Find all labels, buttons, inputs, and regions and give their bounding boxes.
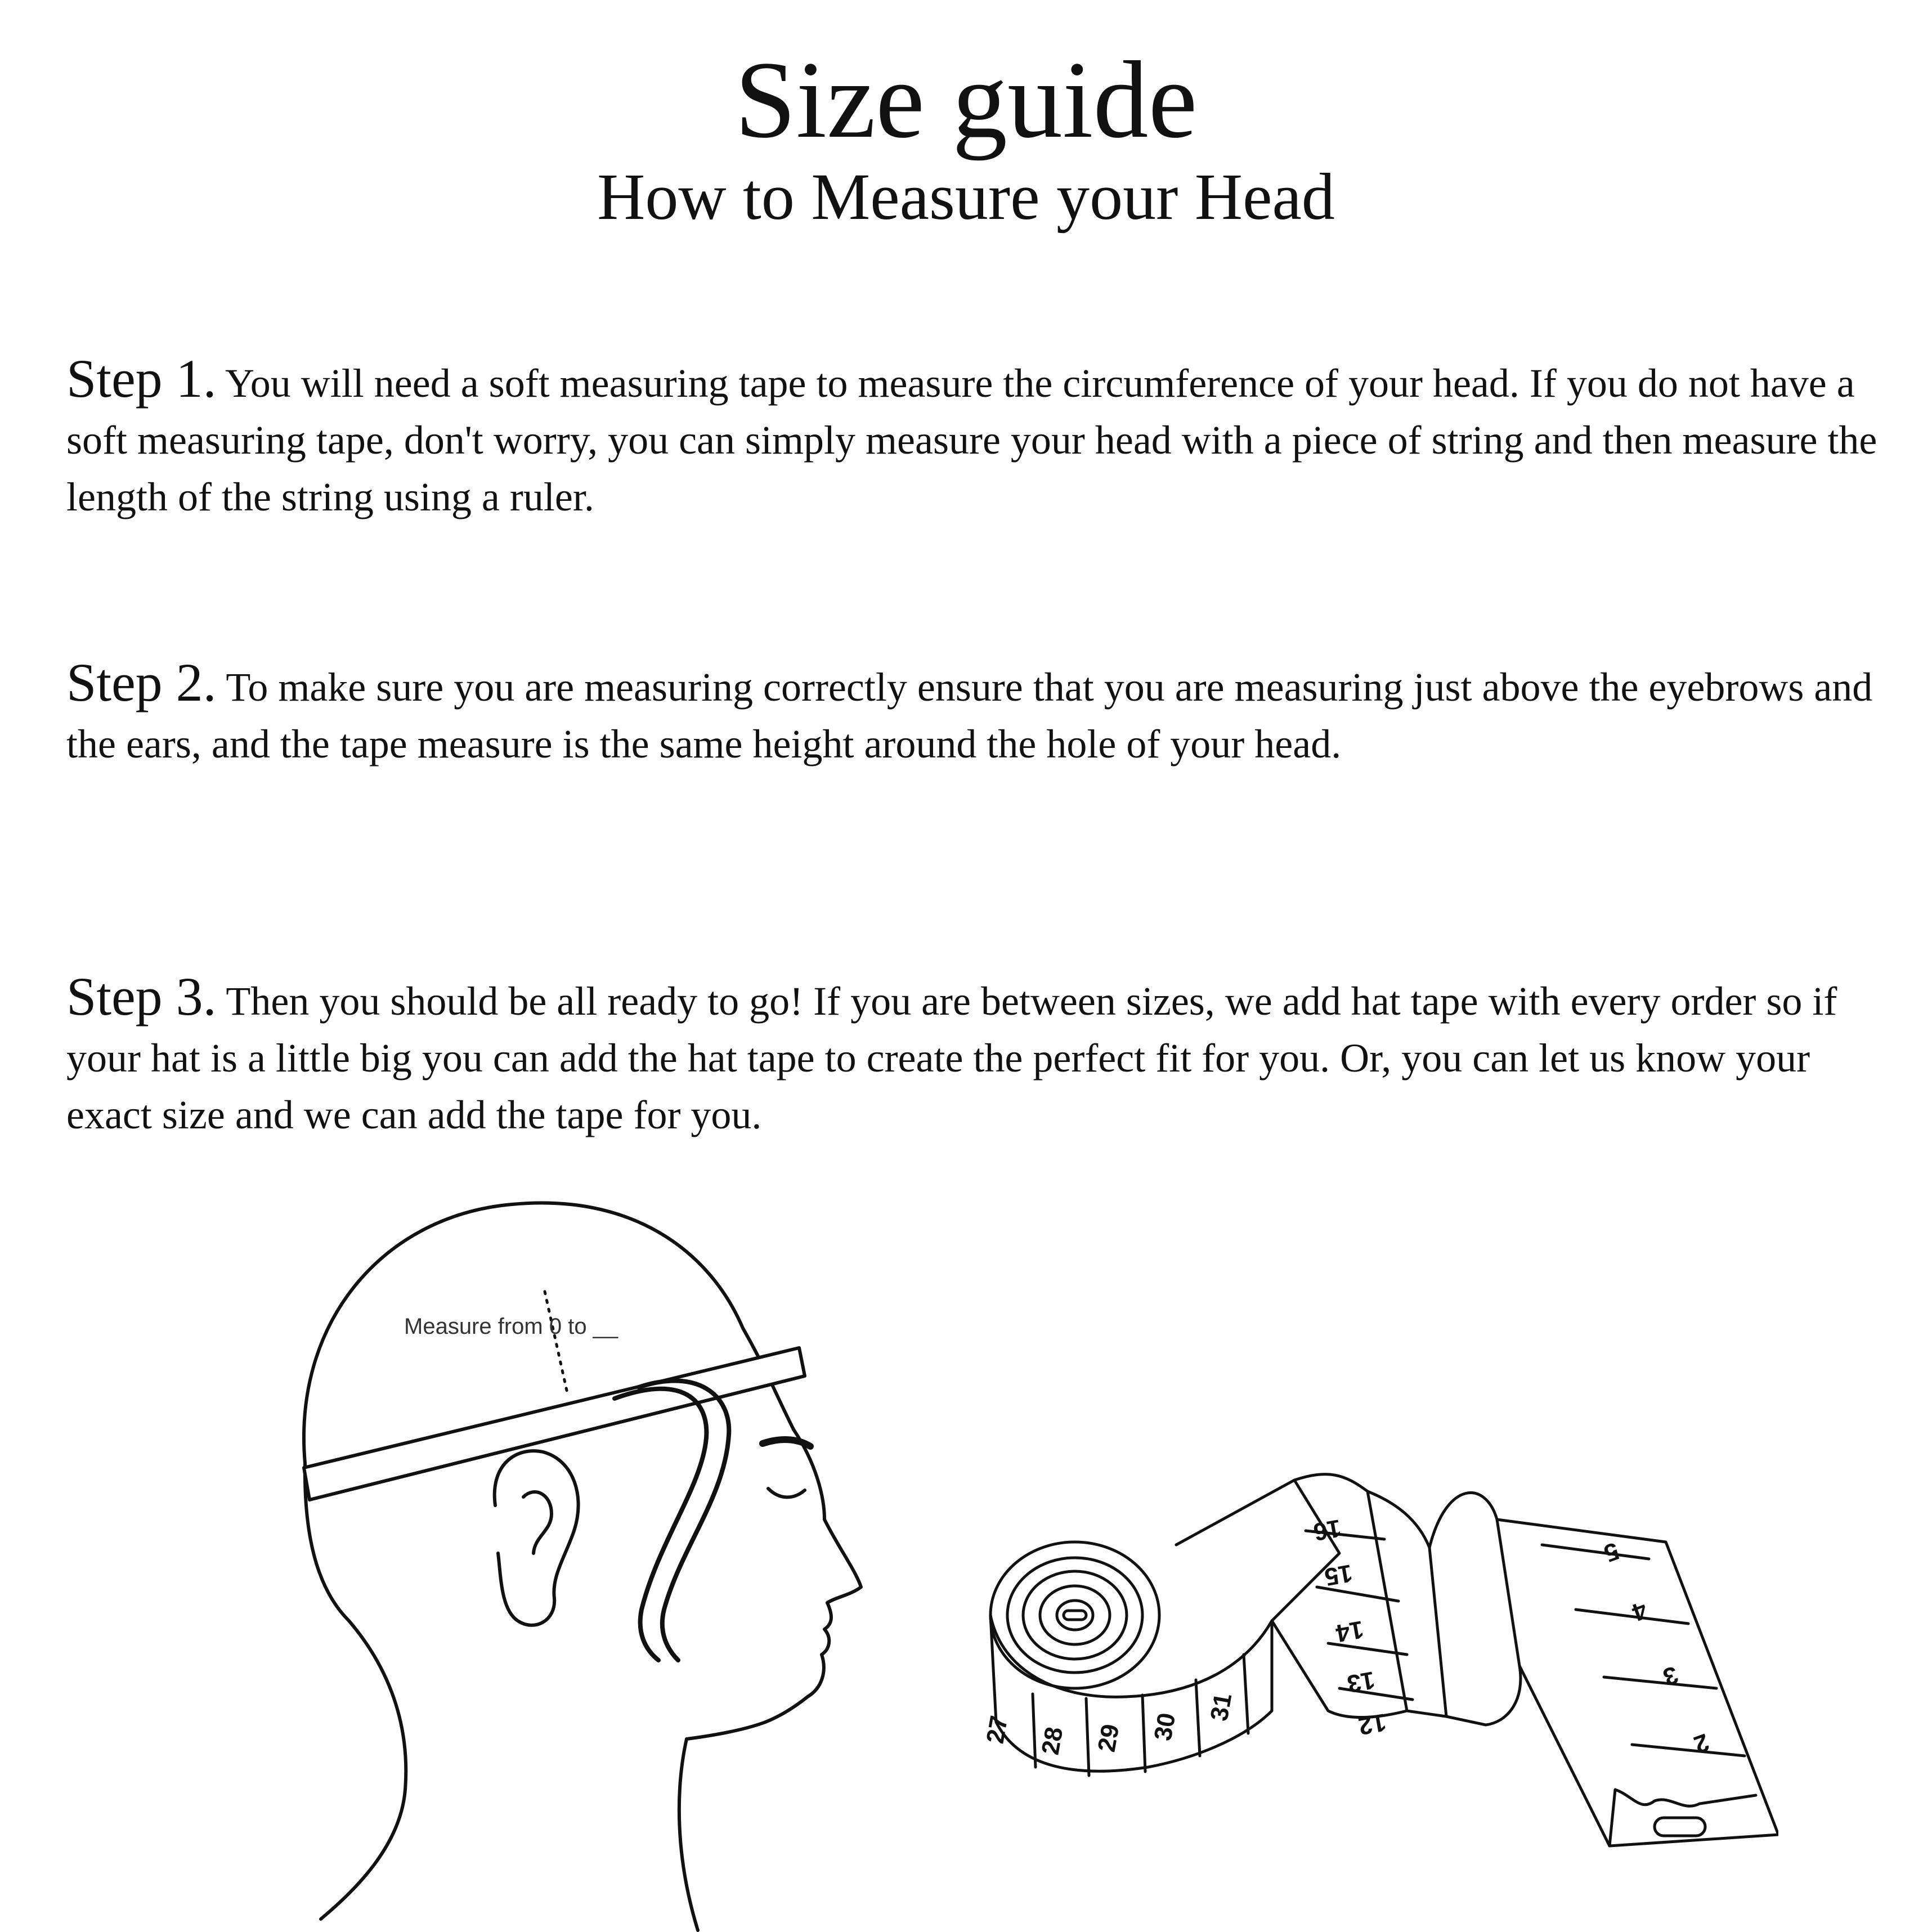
tape-number: 29 (1092, 1722, 1125, 1754)
tape-number: 27 (981, 1714, 1014, 1746)
head-measurement-illustration (270, 1182, 934, 1932)
tape-number: 31 (1205, 1691, 1238, 1723)
tape-number: 15 (1323, 1559, 1355, 1591)
step-1 (66, 350, 1884, 526)
step-2 (66, 654, 1884, 773)
measuring-tape-illustration (979, 1407, 1778, 1868)
step-1-label: Step 1. (66, 348, 217, 409)
page-subtitle: How to Measure your Head (597, 160, 1335, 234)
tape-number: 4 (1628, 1595, 1651, 1627)
tape-number: 30 (1149, 1711, 1181, 1743)
tape-number: 14 (1334, 1615, 1366, 1647)
tape-number: 13 (1345, 1666, 1377, 1698)
step-2-text: To make sure you are measuring correctly ensure that you are measuring just above the eyebrows and the ears, and the tape measure is the same height around the hole of your head. (66, 665, 1873, 766)
tape-number: 5 (1600, 1536, 1623, 1568)
step-3-text: Then you should be all ready to go! If you are between sizes, we add hat tape with every order so if your hat is a little big you can add the hat tape to create the perfect fit for you. Or, you can let us know your exact size and we can add the tape for you. (66, 979, 1837, 1137)
tape-number: 12 (1356, 1708, 1388, 1740)
step-1-text: You will need a soft measuring tape to measure the circumference of your head. If you do not have a soft measuring tape, don't worry, you can simply measure your head with a piece of string and then measure the length of the string using a ruler. (66, 361, 1877, 519)
tape-number: 2 (1690, 1728, 1713, 1759)
illustration-area (0, 1182, 1932, 1932)
page-title: Size guide (734, 39, 1198, 161)
step-2-label: Step 2. (66, 652, 217, 712)
measure-note-label: Measure from 0 to __ (404, 1314, 618, 1339)
tape-number: 16 (1311, 1514, 1343, 1546)
tape-number: 3 (1659, 1660, 1682, 1692)
step-3-label: Step 3. (66, 966, 217, 1026)
tape-number: 28 (1036, 1725, 1069, 1757)
step-3 (66, 968, 1884, 1144)
